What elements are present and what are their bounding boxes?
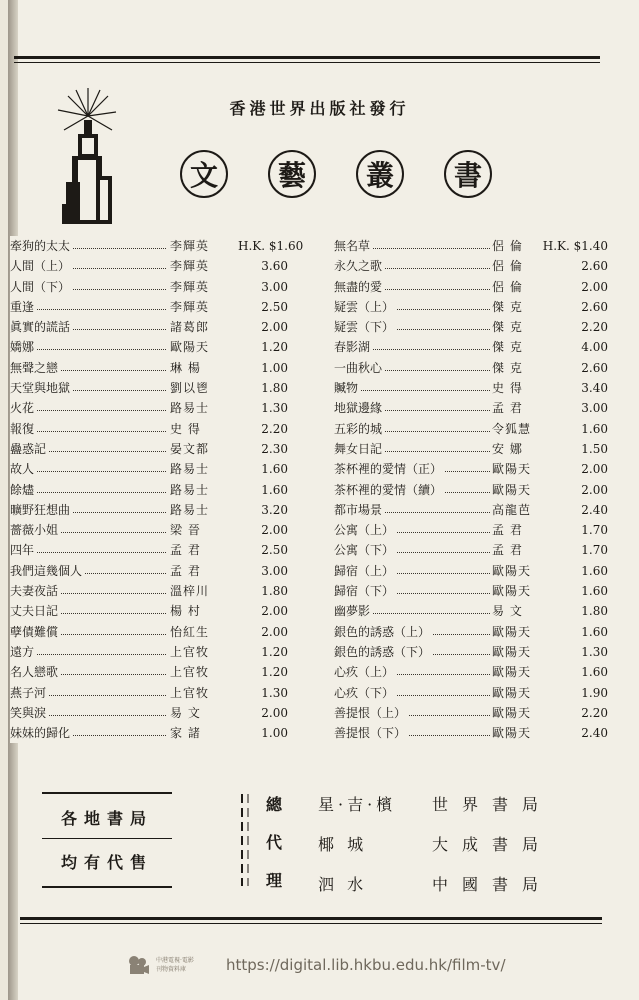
book-author: 歐陽天: [168, 337, 238, 357]
book-row: [10, 317, 290, 337]
book-row: [334, 581, 610, 601]
book-row: [10, 419, 290, 439]
book-price: 2.20: [581, 705, 608, 720]
archive-footer: [126, 950, 506, 980]
book-title: 報復: [10, 419, 36, 439]
book-title: 天堂與地獄: [10, 378, 72, 398]
top-rule: [14, 56, 600, 59]
book-price: 1.30: [581, 644, 608, 659]
book-row: [334, 459, 610, 479]
book-row: [334, 561, 610, 581]
book-title: 遠方: [10, 642, 36, 662]
book-price: 1.80: [261, 584, 288, 599]
book-price: 1.20: [261, 644, 288, 659]
book-price: 1.20: [261, 665, 288, 680]
book-title: 公寓（下）: [334, 540, 396, 560]
book-price: H.K. $1.40: [542, 239, 608, 253]
stock-notice-divider: [42, 838, 172, 839]
book-price: 1.70: [581, 523, 608, 538]
book-price: H.K. $1.60: [238, 239, 304, 253]
book-author: 歐陽天: [490, 581, 534, 601]
book-author: 歐陽天: [490, 459, 534, 479]
book-price: 1.00: [261, 726, 288, 741]
agent-city: 星·吉·檳: [318, 795, 397, 814]
book-title: 妹妹的歸化: [10, 723, 72, 743]
book-author: 楊 村: [168, 601, 238, 621]
book-author: 歐陽天: [490, 662, 534, 682]
book-title: 薔薇小姐: [10, 520, 60, 540]
book-author: 傑 克: [490, 297, 534, 317]
book-author: 孟 君: [490, 398, 534, 418]
agent-label-char: 理: [266, 871, 283, 890]
book-row: [334, 480, 610, 500]
book-author: 歐陽天: [490, 683, 534, 703]
book-price: 3.20: [261, 502, 288, 517]
book-row: [334, 256, 610, 276]
book-author: 歐陽天: [490, 561, 534, 581]
book-row: [334, 439, 610, 459]
book-price: 2.00: [581, 482, 608, 497]
book-price: 2.20: [261, 421, 288, 436]
book-price: 3.60: [261, 259, 288, 274]
book-row: [334, 642, 610, 662]
book-title: 永久之歌: [334, 256, 384, 276]
book-price: 2.60: [581, 360, 608, 375]
book-title: 燕子河: [10, 683, 48, 703]
book-price: 1.60: [261, 482, 288, 497]
book-row: [10, 540, 290, 560]
agent-city: 椰 城: [318, 835, 368, 854]
series-title-char: 叢: [356, 150, 404, 198]
book-price: 1.00: [261, 360, 288, 375]
book-title: 曠野狂想曲: [10, 500, 72, 520]
book-row: [10, 236, 304, 256]
book-author: 易 文: [490, 601, 534, 621]
book-title: 丈夫日記: [10, 601, 60, 621]
book-title: 眞實的謊話: [10, 317, 72, 337]
book-author: 李輝英: [168, 236, 238, 256]
book-author: 怡紅生: [168, 622, 238, 642]
book-row: [10, 358, 290, 378]
book-title: 蠱惑記: [10, 439, 48, 459]
book-author: 路易士: [168, 398, 238, 418]
book-title: 茶杯裡的愛情（正）: [334, 459, 444, 479]
book-author: 路易士: [168, 480, 238, 500]
book-author: 梁 晉: [168, 520, 238, 540]
book-row: [10, 703, 290, 723]
book-row: [334, 703, 610, 723]
book-title: 嬌娜: [10, 337, 36, 357]
book-author: 傑 克: [490, 337, 534, 357]
book-row: [10, 662, 290, 682]
stock-notice-line2: 均有代售: [60, 853, 153, 872]
book-row: [334, 601, 610, 621]
book-author: 高龍芭: [490, 500, 534, 520]
book-price: 1.70: [581, 543, 608, 558]
book-title: 五彩的城: [334, 419, 384, 439]
book-author: 歐陽天: [490, 622, 534, 642]
book-title: 牽狗的太太: [10, 236, 72, 256]
book-price: 2.00: [261, 604, 288, 619]
book-row: [10, 622, 290, 642]
book-price: 2.00: [261, 523, 288, 538]
book-price: 2.20: [581, 320, 608, 335]
book-author: 孟 君: [490, 540, 534, 560]
book-row: [10, 459, 290, 479]
book-author: 侶 倫: [490, 256, 534, 276]
book-title: 疑雲（上）: [334, 297, 396, 317]
book-price: 2.60: [581, 259, 608, 274]
book-title: 歸宿（下）: [334, 581, 396, 601]
book-price: 1.30: [261, 685, 288, 700]
book-title: 銀色的誘惑（上）: [334, 622, 432, 642]
book-row: [334, 662, 610, 682]
book-title: 無聲之戀: [10, 358, 60, 378]
book-title: 無盡的愛: [334, 277, 384, 297]
book-title: 都市場景: [334, 500, 384, 520]
book-row: [10, 297, 290, 317]
book-row: [10, 642, 290, 662]
book-row: [334, 317, 610, 337]
book-price: 2.30: [261, 441, 288, 456]
book-title: 地獄邊緣: [334, 398, 384, 418]
book-author: 劉以鬯: [168, 378, 238, 398]
book-title: 善提恨（下）: [334, 723, 408, 743]
book-row: [10, 500, 290, 520]
book-title: 歸宿（上）: [334, 561, 396, 581]
book-author: 歐陽天: [490, 642, 534, 662]
book-author: 孟 君: [490, 520, 534, 540]
book-title: 名人戀歌: [10, 662, 60, 682]
book-title: 幽夢影: [334, 601, 372, 621]
book-price: 2.00: [581, 462, 608, 477]
book-row: [10, 561, 290, 581]
series-title-char: 書: [444, 150, 492, 198]
book-title: 贓物: [334, 378, 360, 398]
book-author: 路易士: [168, 500, 238, 520]
book-price: 1.60: [581, 563, 608, 578]
book-title: 人間（上）: [10, 256, 72, 276]
book-row: [10, 256, 290, 276]
book-row: [334, 337, 610, 357]
book-title: 無名草: [334, 236, 372, 256]
book-title: 心疚（下）: [334, 683, 396, 703]
archive-name-line1: 中港電視·電影: [156, 957, 194, 964]
book-author: 上官牧: [168, 683, 238, 703]
publisher-line: 香港世界出版社發行: [229, 99, 410, 118]
book-row: [10, 723, 290, 743]
book-title: 茶杯裡的愛情（續）: [334, 480, 444, 500]
book-title: 一曲秋心: [334, 358, 384, 378]
stock-notice: [42, 792, 172, 888]
book-row: [10, 520, 290, 540]
book-price: 2.40: [581, 726, 608, 741]
book-row: [10, 601, 290, 621]
book-author: 安 娜: [490, 439, 534, 459]
bottom-rule: [20, 917, 602, 920]
book-author: 易 文: [168, 703, 238, 723]
book-author: 諸葛郎: [168, 317, 238, 337]
book-price: 1.90: [581, 685, 608, 700]
book-title: 重逢: [10, 297, 36, 317]
agent-row: [318, 832, 568, 856]
book-row: [334, 500, 610, 520]
book-author: 家 諸: [168, 723, 238, 743]
agent-store: 世界書局: [432, 795, 553, 814]
top-rule-thin: [14, 62, 600, 63]
book-price: 2.00: [261, 705, 288, 720]
book-row: [10, 277, 290, 297]
book-title: 心疚（上）: [334, 662, 396, 682]
book-price: 1.60: [581, 584, 608, 599]
agent-city: 泗 水: [318, 875, 368, 894]
series-title-char: 文: [180, 150, 228, 198]
book-title: 火花: [10, 398, 36, 418]
book-price: 1.30: [261, 401, 288, 416]
book-row: [10, 480, 290, 500]
book-price: 1.60: [261, 462, 288, 477]
book-price: 2.40: [581, 502, 608, 517]
book-title: 餘燼: [10, 480, 36, 500]
book-row: [334, 540, 610, 560]
book-author: 溫梓川: [168, 581, 238, 601]
book-row: [10, 439, 290, 459]
series-title-char: 藝: [268, 150, 316, 198]
book-title: 善提恨（上）: [334, 703, 408, 723]
book-author: 侶 倫: [490, 236, 534, 256]
book-author: 路易士: [168, 459, 238, 479]
agent-row: [318, 872, 568, 896]
book-title: 人間（下）: [10, 277, 72, 297]
book-author: 上官牧: [168, 642, 238, 662]
book-price: 2.50: [261, 543, 288, 558]
book-author: 琳 楊: [168, 358, 238, 378]
book-row: [334, 622, 610, 642]
agent-bracket: [238, 790, 252, 890]
book-price: 2.50: [261, 299, 288, 314]
series-title: [180, 150, 500, 200]
book-price: 1.80: [581, 604, 608, 619]
book-author: 傑 克: [490, 317, 534, 337]
book-list-left: [10, 236, 304, 743]
book-price: 1.60: [581, 665, 608, 680]
book-author: 歐陽天: [490, 480, 534, 500]
book-price: 2.60: [581, 299, 608, 314]
book-title: 四年: [10, 540, 36, 560]
book-author: 史 得: [168, 419, 238, 439]
archive-name: [156, 956, 212, 974]
book-author: 傑 克: [490, 358, 534, 378]
book-author: 史 得: [490, 378, 534, 398]
agent-store: 大成書局: [432, 835, 553, 854]
book-author: 孟 君: [168, 540, 238, 560]
book-price: 3.00: [261, 279, 288, 294]
book-title: 公寓（上）: [334, 520, 396, 540]
book-title: 孽債難償: [10, 622, 60, 642]
book-row: [10, 378, 290, 398]
agent-label-char: 代: [266, 833, 283, 852]
book-price: 1.20: [261, 340, 288, 355]
archive-name-line2: 刊物資料庫: [156, 966, 187, 973]
agent-label-char: 總: [266, 795, 283, 814]
book-row: [334, 378, 610, 398]
bottom-rule-thin: [20, 923, 602, 924]
book-row: [334, 683, 610, 703]
film-camera-icon: [126, 953, 150, 977]
book-row: [334, 398, 610, 418]
book-author: 令狐慧: [490, 419, 534, 439]
book-title: 我們這幾個人: [10, 561, 84, 581]
book-row: [10, 337, 290, 357]
book-row: [334, 236, 610, 256]
book-price: 1.60: [581, 421, 608, 436]
book-title: 疑雲（下）: [334, 317, 396, 337]
book-price: 1.80: [261, 381, 288, 396]
book-price: 3.00: [581, 401, 608, 416]
book-author: 李輝英: [168, 297, 238, 317]
book-price: 3.40: [581, 381, 608, 396]
book-title: 銀色的誘惑（下）: [334, 642, 432, 662]
book-row: [10, 683, 290, 703]
stock-notice-line1: 各地書局: [60, 809, 153, 828]
book-row: [334, 358, 610, 378]
agent-store: 中國書局: [432, 875, 553, 894]
book-author: 孟 君: [168, 561, 238, 581]
book-author: 晏文都: [168, 439, 238, 459]
book-title: 舞女日記: [334, 439, 384, 459]
general-agent-label: [266, 792, 290, 906]
book-author: 侶 倫: [490, 277, 534, 297]
book-row: [334, 419, 610, 439]
book-price: 2.00: [261, 624, 288, 639]
book-author: 李輝英: [168, 277, 238, 297]
book-title: 笑與淚: [10, 703, 48, 723]
book-row: [334, 723, 610, 743]
book-price: 2.00: [261, 320, 288, 335]
book-price: 4.00: [581, 340, 608, 355]
book-author: 歐陽天: [490, 703, 534, 723]
book-title: 春影湖: [334, 337, 372, 357]
book-list-right: [334, 236, 610, 743]
book-title: 故人: [10, 459, 36, 479]
archive-url-link[interactable]: https://digital.lib.hkbu.edu.hk/film-tv/: [226, 956, 506, 974]
book-price: 2.00: [581, 279, 608, 294]
book-row: [334, 520, 610, 540]
book-price: 1.50: [581, 441, 608, 456]
book-row: [334, 277, 610, 297]
book-price: 1.60: [581, 624, 608, 639]
book-row: [334, 297, 610, 317]
book-row: [10, 581, 290, 601]
book-author: 上官牧: [168, 662, 238, 682]
book-author: 李輝英: [168, 256, 238, 276]
book-price: 3.00: [261, 563, 288, 578]
book-title: 夫妻夜話: [10, 581, 60, 601]
book-author: 歐陽天: [490, 723, 534, 743]
agent-row: [318, 792, 568, 816]
book-row: [10, 398, 290, 418]
